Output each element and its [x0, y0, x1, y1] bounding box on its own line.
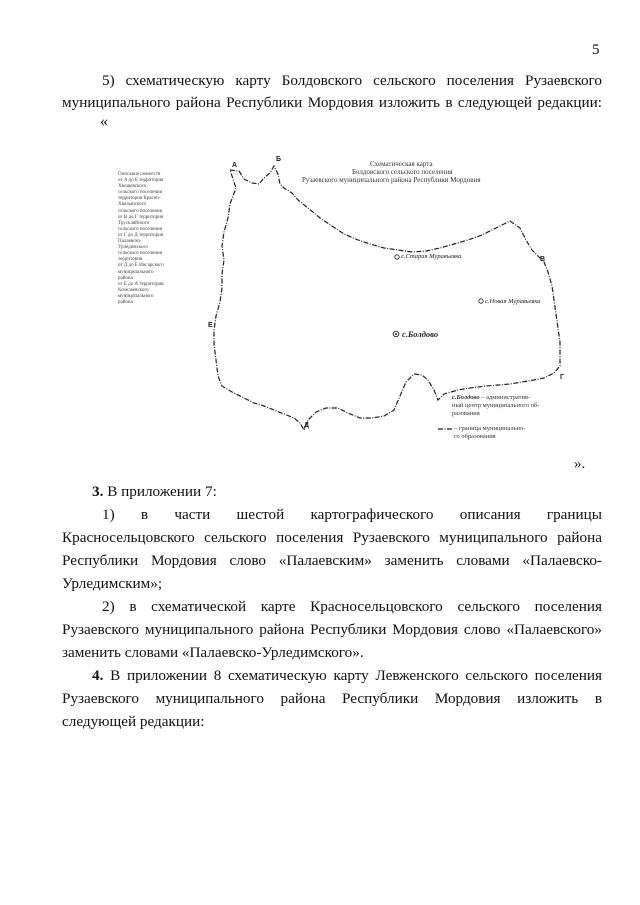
item5-line2: муниципального района Республики Мордовия изложить в следующей редакции: — [62, 94, 602, 111]
note-center-rest-3: разования — [452, 410, 480, 417]
map-title-2: Болдовского сельского поселения — [352, 168, 453, 176]
map-note-center — [452, 394, 562, 418]
legend-line: Хвощевского — [118, 184, 147, 190]
section4-l1: В приложении 8 схематическую карту Левженского сельского поселения — [103, 667, 602, 684]
item5-line1: 5) схематическую карту Болдовского сельского поселения Рузаевского — [102, 72, 602, 89]
point-marker — [479, 299, 483, 303]
legend-line: Хвалынского — [118, 202, 147, 208]
letter-g: Г — [560, 374, 564, 381]
legend-line: Палаевско- — [118, 239, 142, 245]
schematic-map — [108, 148, 598, 448]
legend-line: от А до Б территория — [118, 178, 164, 184]
letter-d: Д — [304, 422, 309, 429]
legend-line: территория — [118, 257, 143, 263]
point-boldovo: с.Болдово — [402, 329, 439, 339]
legend-line: Трускляйского — [118, 220, 150, 226]
letter-v: В — [540, 256, 546, 263]
legend-line: муниципального — [118, 269, 154, 275]
section3-head: В приложении 7: — [103, 483, 217, 500]
open-quote: « — [100, 113, 108, 130]
section4-line3: следующей редакции: — [62, 713, 205, 730]
legend-line: сельского поселения — [118, 226, 163, 232]
point-marker-center — [395, 333, 397, 335]
legend-line: Урледимского — [118, 245, 148, 251]
point-staraya: с.Старая Муравьевка — [401, 253, 462, 260]
point-marker — [395, 255, 399, 259]
letter-b: Б — [276, 156, 282, 163]
note-center-bold: с.Болдово — [452, 394, 480, 401]
section3-num: 3. — [92, 483, 104, 500]
section3-heading — [62, 481, 602, 503]
section4-num: 4. — [92, 667, 104, 684]
legend-line: сельского поселения — [118, 208, 163, 214]
s3-item1-line3: Республики Мордовия слово «Палаевским» заменить словами «Палаевско- — [62, 552, 602, 569]
note-border-1: – граница муниципально- — [454, 425, 526, 432]
letter-a-top: А — [232, 162, 238, 169]
legend-line: муниципального — [118, 293, 154, 299]
legend-line: территория Красно- — [118, 196, 161, 202]
legend-line: сельского поселения — [118, 190, 163, 196]
legend-line: района — [118, 275, 133, 281]
legend-line: сельского поселения — [118, 251, 163, 257]
s3-item2-line3: заменить словами «Палаевско-Урледимского». — [62, 644, 364, 661]
map-note-border — [454, 425, 564, 441]
note-center-rest-1: – административ- — [479, 394, 531, 401]
map-title-1: Схематическая карта — [370, 160, 433, 168]
s3-item2-line1: 2) в схематической карте Красносельцовского сельского поселения — [102, 598, 602, 615]
s3-item1-line2: Красносельцовского сельского поселения Рузаевского муниципального района — [62, 529, 602, 546]
point-novaya: с.Новая Муравьевка — [485, 298, 541, 305]
s3-item1-line4: Урледимским»; — [62, 575, 163, 592]
legend-line: Кочелаевского — [118, 287, 149, 293]
legend-line: от Г до Д территория — [118, 232, 164, 238]
page-number: 5 — [592, 42, 600, 58]
legend-line: района — [118, 299, 133, 305]
legend-line: Описание смежеств — [118, 172, 161, 177]
map-title-3: Рузаевского муниципального района Республики Мордовия — [302, 176, 481, 184]
s3-item1-line1: 1) в части шестой картографического описания границы — [102, 506, 602, 523]
note-center-rest-2: ный центр муниципального об- — [452, 402, 540, 409]
section4-line1 — [62, 665, 602, 687]
legend-line: от Д до Е Инсарского — [118, 263, 164, 269]
legend-line: от В до Г территория — [118, 214, 164, 220]
section4-line2: Рузаевского муниципального района Республики Мордовия изложить в — [62, 690, 602, 707]
s3-item2-line2: Рузаевского муниципального района Республики Мордовия слово «Палаевского» — [62, 621, 602, 638]
letter-e: Е — [208, 322, 213, 329]
close-quote: ». — [574, 456, 586, 472]
legend-line: от Е до А территория — [118, 281, 164, 287]
note-border-2: го образования — [454, 433, 496, 440]
